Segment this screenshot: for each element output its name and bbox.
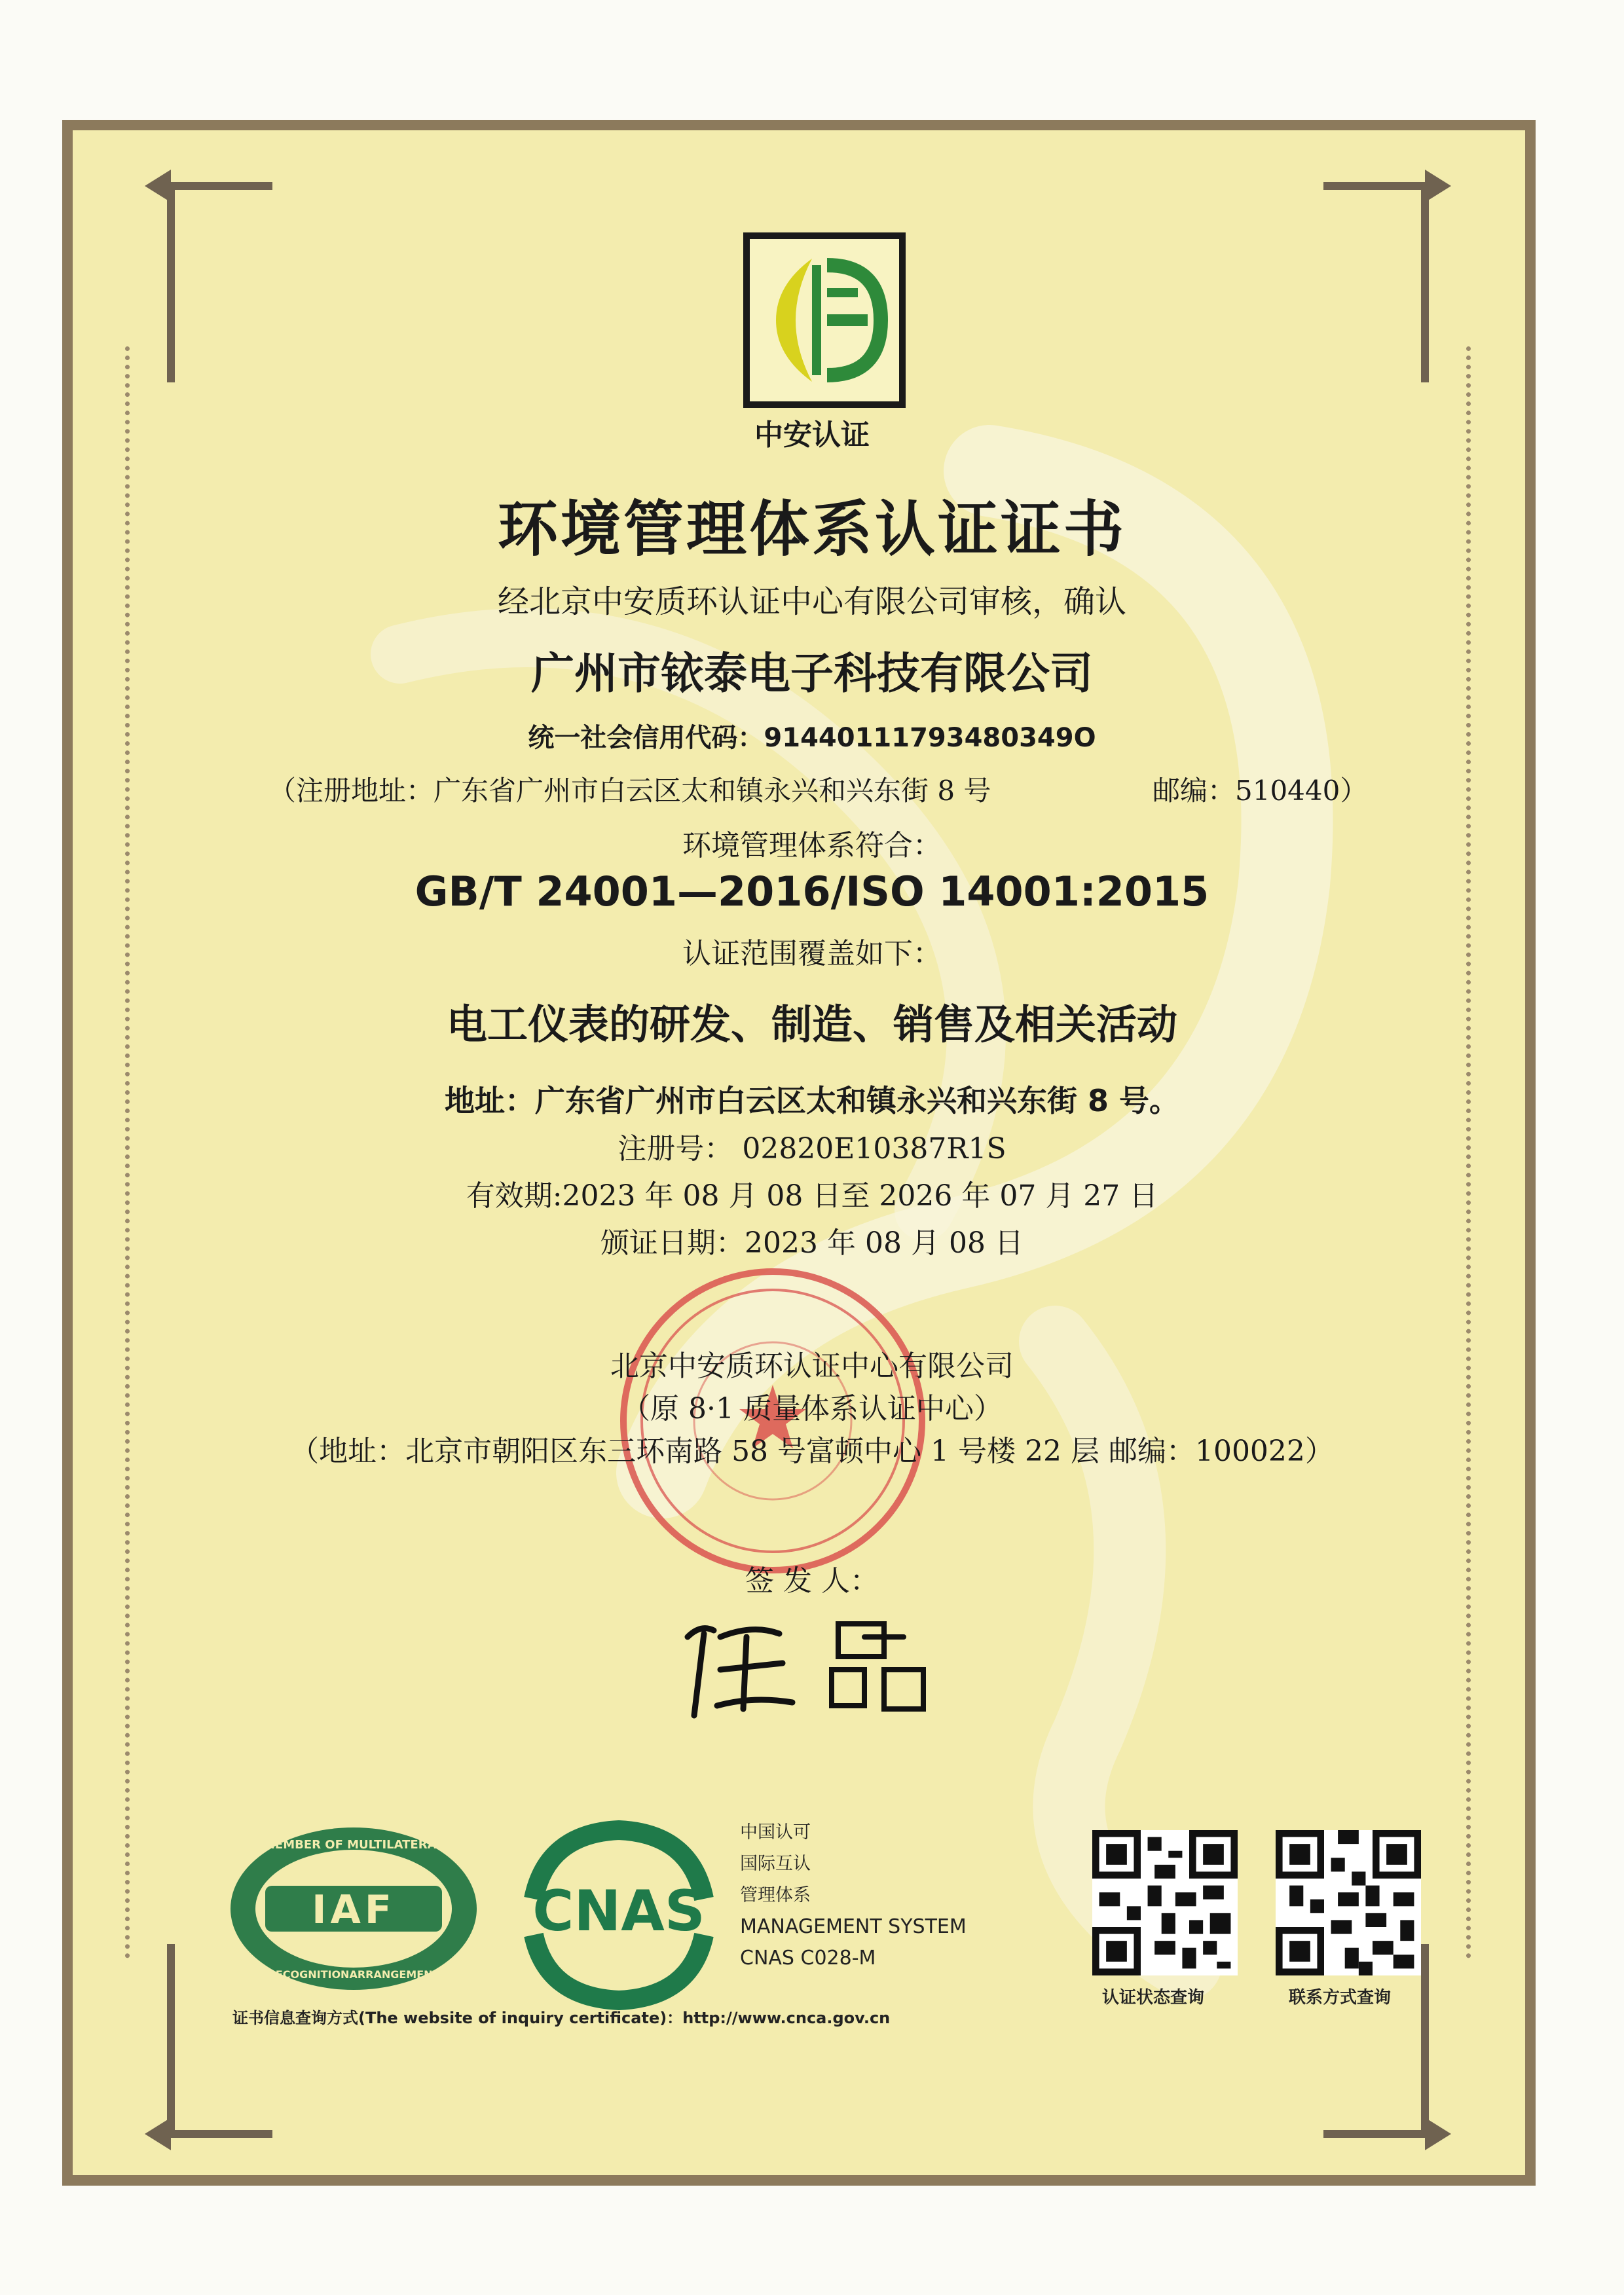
accreditation-line: CNAS C028-M (740, 1947, 876, 1970)
registered-postcode: 邮编：510440） (1153, 775, 1368, 807)
logo-name: 中安认证 (754, 418, 870, 452)
qr-code-certification-status[interactable] (1092, 1830, 1238, 1975)
conformity-label: 环境管理体系符合： (682, 829, 942, 862)
company-name: 广州市铱泰电子科技有限公司 (531, 648, 1093, 699)
accreditation-line: 国际互认 (740, 1854, 811, 1874)
corner-ornament-top-right (1317, 166, 1487, 389)
certification-scope: 电工仪表的研发、制造、销售及相关活动 (446, 1001, 1177, 1048)
svg-text:MEMBER OF MULTILATERAL: MEMBER OF MULTILATERAL (263, 1838, 444, 1852)
issuer-former-name: （原 8·1 质量体系认证中心） (621, 1392, 1003, 1425)
issuer-address: （地址：北京市朝阳区东三环南路 58 号富顿中心 1 号楼 22 层 邮编：100022） (290, 1435, 1334, 1468)
handwritten-signature (668, 1598, 956, 1722)
logo-mark-icon (750, 239, 899, 401)
credit-code: 统一社会信用代码：91440111793480349O (528, 723, 1096, 753)
issuer-name: 北京中安质环认证中心有限公司 (610, 1349, 1014, 1383)
qr1-label: 认证状态查询 (1102, 1988, 1205, 2008)
certificate-title: 环境管理体系认证证书 (497, 494, 1126, 564)
issue-date: 颁证日期：2023 年 08 月 08 日 (600, 1226, 1024, 1260)
qr-code-contact-info[interactable] (1276, 1830, 1421, 1975)
cnas-logo (507, 1814, 730, 2010)
intro-text: 经北京中安质环认证中心有限公司审核，确认 (497, 583, 1126, 620)
svg-text:IAF: IAF (312, 1887, 396, 1933)
inquiry-website: 证书信息查询方式(The website of inquiry certificate)：http://www.cnca.gov.cn (232, 2009, 891, 2027)
corner-ornament-top-left (109, 166, 279, 389)
svg-text:CNAS: CNAS (532, 1879, 705, 1944)
accreditation-line: 管理体系 (740, 1885, 811, 1905)
validity-period: 有效期:2023 年 08 月 08 日至 2026 年 07 月 27 日 (466, 1179, 1158, 1213)
zhongan-certification-logo (743, 232, 906, 408)
site-address: 地址：广东省广州市白云区太和镇永兴和兴东街 8 号。 (444, 1083, 1180, 1118)
registered-address: （注册地址：广东省广州市白云区太和镇永兴和兴东街 8 号 (268, 775, 991, 807)
accreditation-text-block (740, 1817, 967, 1974)
qr2-label: 联系方式查询 (1289, 1988, 1392, 2008)
standard-code: GB/T 24001—2016/ISO 14001:2015 (415, 868, 1209, 915)
accreditation-line: 中国认可 (740, 1822, 811, 1843)
accreditation-line: MANAGEMENT SYSTEM (740, 1915, 967, 1938)
scope-label: 认证范围覆盖如下： (682, 937, 942, 970)
registration-number: 注册号： 02820E10387R1S (618, 1132, 1006, 1166)
signer-label: 签 发 人： (745, 1564, 879, 1598)
svg-text:RECOGNITIONARRANGEMENT: RECOGNITIONARRANGEMENT (267, 1968, 440, 1981)
iaf-mlr-logo (226, 1824, 481, 1994)
